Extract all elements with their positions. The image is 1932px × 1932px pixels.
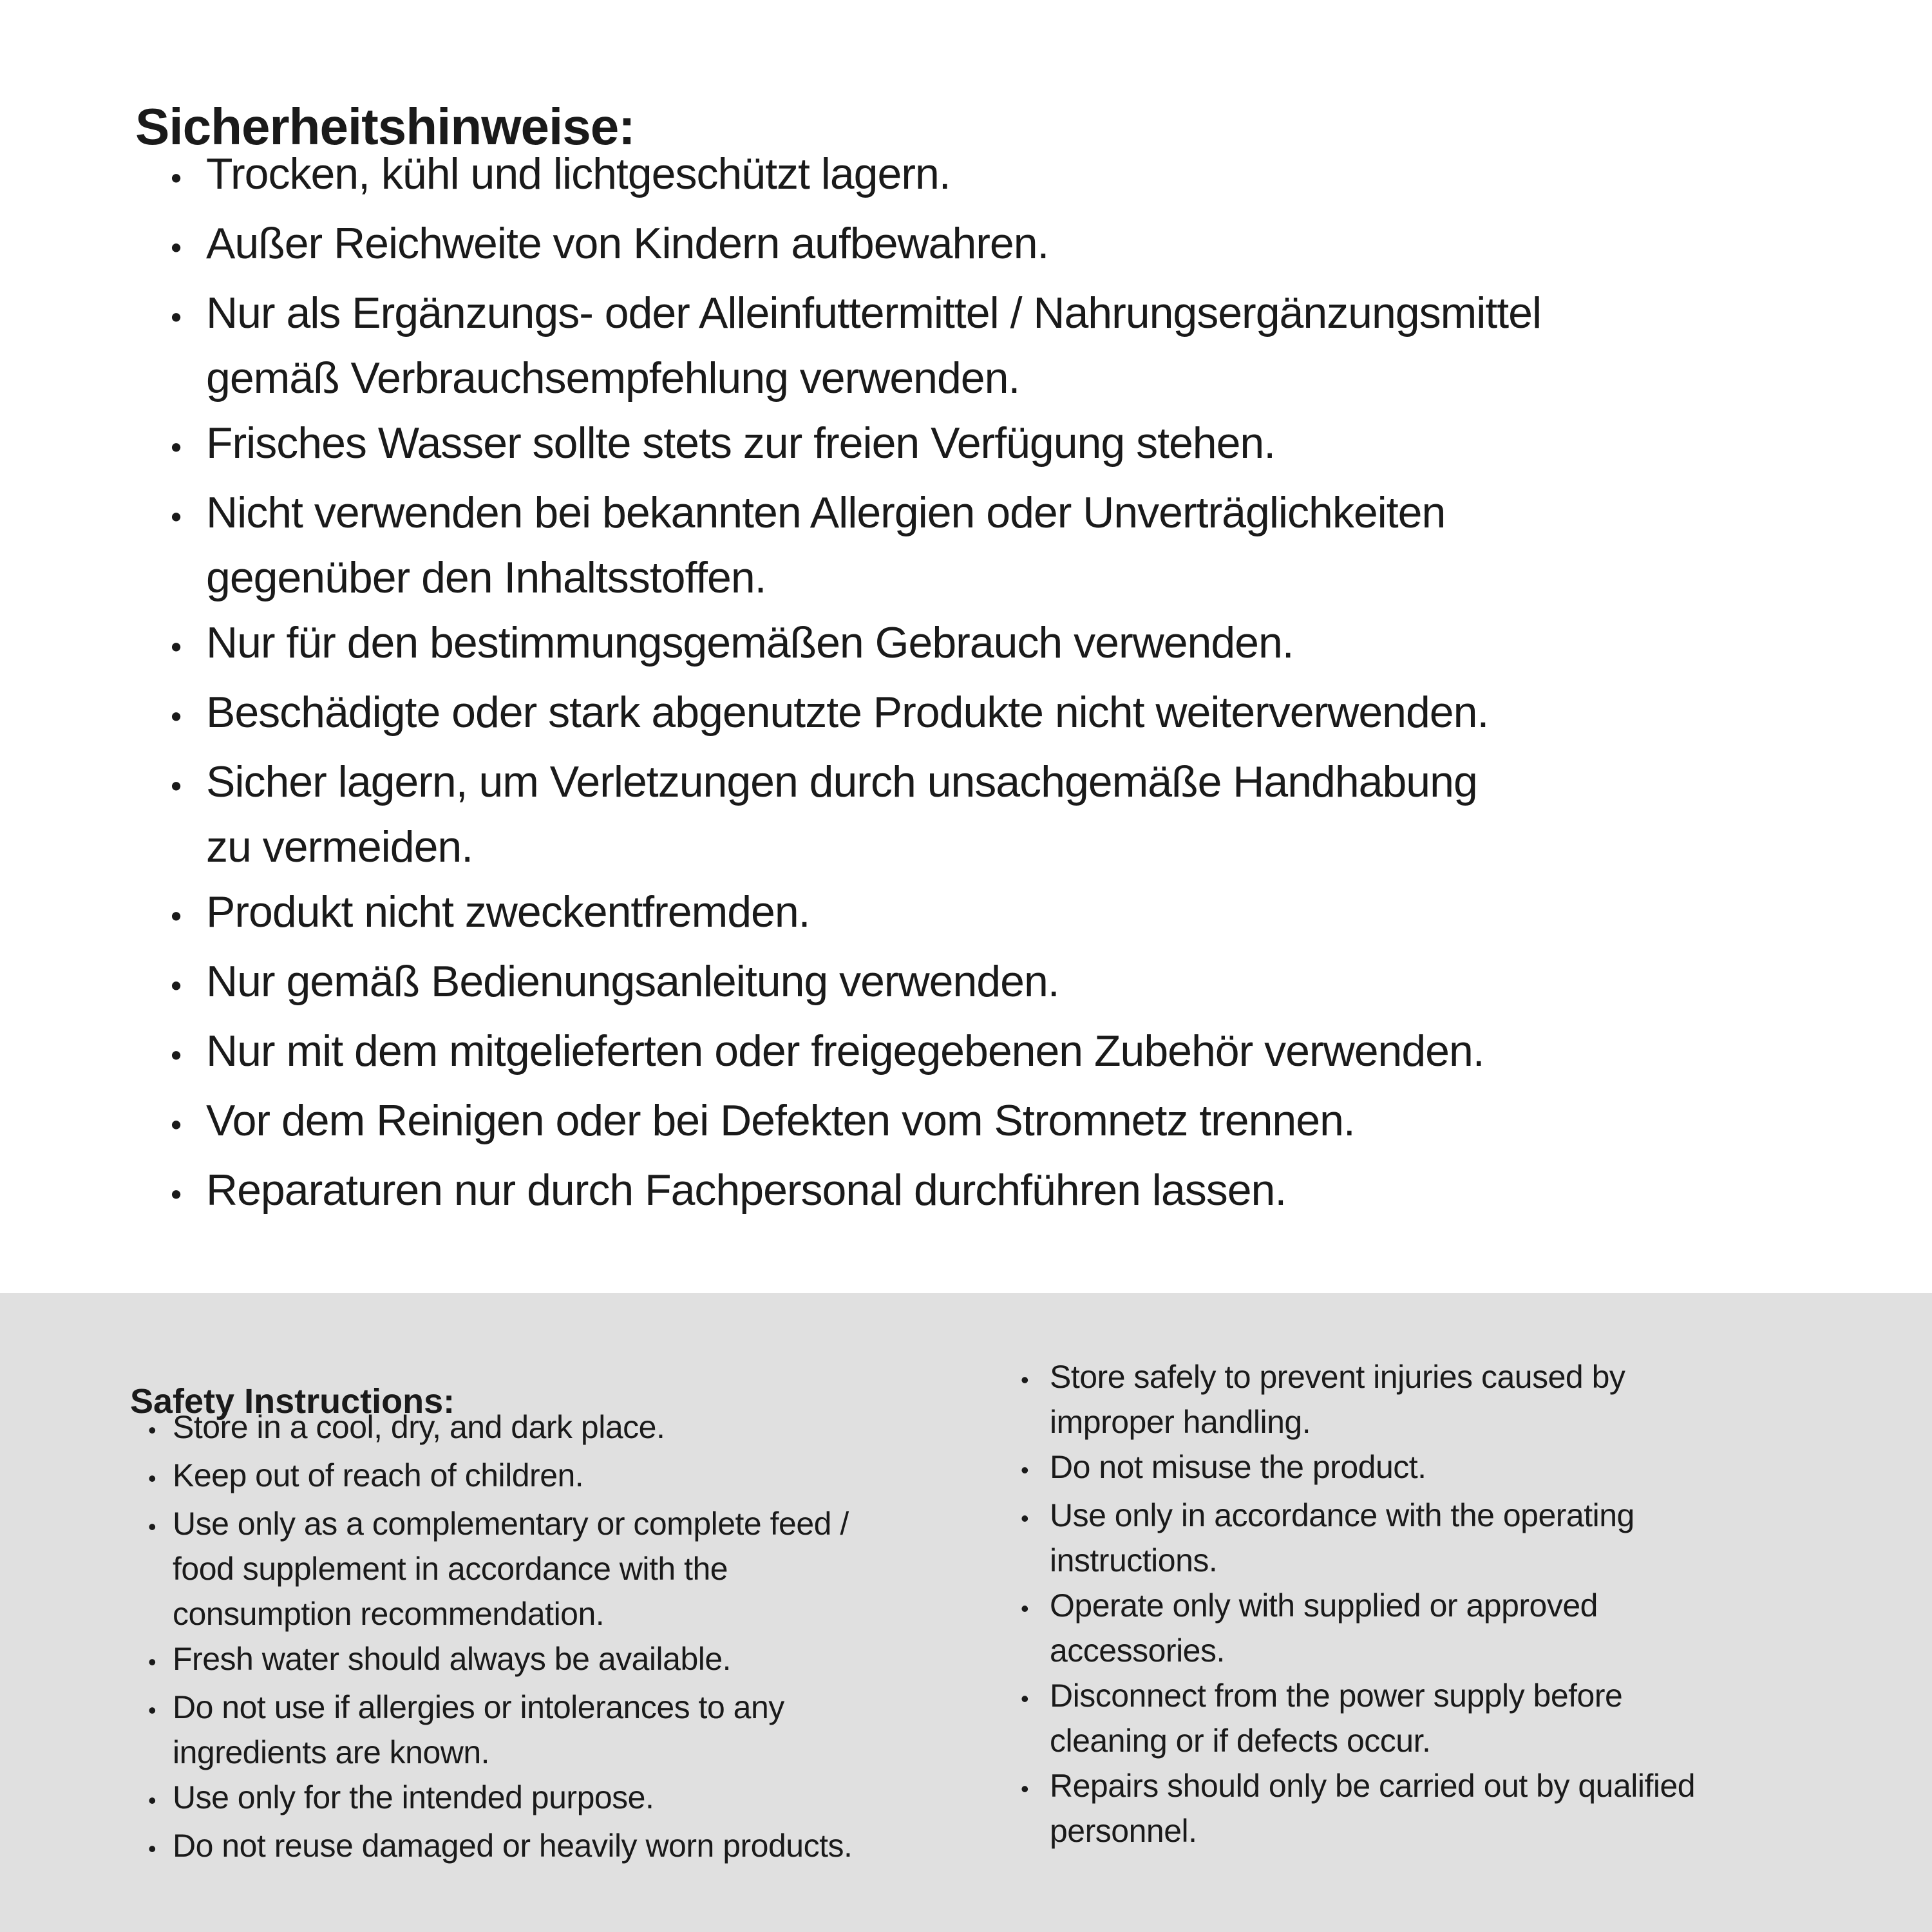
english-safety-list-left — [148, 1405, 852, 1871]
list-item — [171, 949, 1541, 1019]
text-line: improper handling. — [1050, 1404, 1311, 1440]
list-item-text — [206, 281, 1541, 411]
list-item — [148, 1775, 852, 1823]
text-line: Operate only with supplied or approved — [1050, 1587, 1598, 1624]
bullet-icon: • — [171, 1108, 182, 1142]
text-line: Nicht verwenden bei bekannten Allergien oder Unverträglichkeiten — [206, 488, 1446, 537]
text-line: Sicher lagern, um Verletzungen durch unsachgemäße Handhabung — [206, 757, 1477, 806]
bullet-icon: • — [171, 1177, 182, 1212]
list-item-text — [206, 480, 1445, 611]
text-line: Disconnect from the power supply before — [1050, 1678, 1623, 1714]
text-line: Store in a cool, dry, and dark place. — [173, 1409, 665, 1445]
list-item — [171, 750, 1541, 880]
list-item — [171, 611, 1541, 680]
bullet-icon: • — [1021, 1595, 1029, 1622]
bullet-icon: • — [148, 1835, 156, 1862]
bullet-icon: • — [171, 430, 182, 465]
text-line: gemäß Verbrauchsempfehlung verwenden. — [206, 354, 1020, 402]
list-item-text — [1050, 1763, 1695, 1853]
list-item — [171, 1088, 1541, 1158]
bullet-icon: • — [1021, 1505, 1029, 1531]
text-line: Nur für den bestimmungsgemäßen Gebrauch verwenden. — [206, 618, 1294, 667]
list-item — [171, 880, 1541, 949]
bullet-icon: • — [148, 1513, 156, 1540]
list-item-text — [206, 750, 1477, 880]
list-item-text — [1050, 1354, 1625, 1444]
list-item-text — [1050, 1493, 1634, 1583]
bullet-icon: • — [1021, 1776, 1029, 1802]
text-line: Nur mit dem mitgelieferten oder freigegebenen Zubehör verwenden. — [206, 1027, 1484, 1075]
bullet-icon: • — [1021, 1367, 1029, 1393]
text-line: Use only in accordance with the operating — [1050, 1497, 1634, 1533]
text-line: Use only as a complementary or complete feed / — [173, 1506, 849, 1542]
list-item-text — [173, 1775, 654, 1820]
list-item — [171, 142, 1541, 211]
list-item-text — [206, 949, 1059, 1014]
text-line: Do not use if allergies or intolerances to any — [173, 1689, 784, 1725]
bullet-icon: • — [1021, 1685, 1029, 1712]
list-item-text — [206, 1019, 1484, 1084]
list-item — [148, 1636, 852, 1685]
text-line: Repairs should only be carried out by qualified — [1050, 1768, 1696, 1804]
list-item — [171, 680, 1541, 750]
list-item — [171, 480, 1541, 611]
german-title: Sicherheitshinweise: — [135, 97, 635, 155]
text-line: Use only for the intended purpose. — [173, 1779, 654, 1815]
text-line: Keep out of reach of children. — [173, 1457, 584, 1493]
text-line: Do not misuse the product. — [1050, 1449, 1426, 1485]
bullet-icon: • — [148, 1417, 156, 1443]
list-item-text — [206, 142, 951, 207]
list-item — [171, 281, 1541, 411]
list-item-text — [206, 611, 1294, 676]
bullet-icon: • — [148, 1697, 156, 1723]
list-item — [148, 1823, 852, 1871]
text-line: cleaning or if defects occur. — [1050, 1723, 1431, 1759]
bullet-icon: • — [171, 699, 182, 734]
english-title: Safety Instructions: — [130, 1381, 455, 1421]
bullet-icon: • — [171, 769, 182, 804]
text-line: Fresh water should always be available. — [173, 1641, 732, 1677]
text-line: Trocken, kühl und lichtgeschützt lagern. — [206, 149, 951, 198]
bullet-icon: • — [148, 1649, 156, 1675]
list-item — [148, 1405, 852, 1453]
bullet-icon: • — [171, 231, 182, 265]
list-item — [171, 1019, 1541, 1088]
list-item — [148, 1685, 852, 1775]
list-item-text — [1050, 1583, 1598, 1673]
list-item-text — [1050, 1444, 1426, 1490]
bullet-icon: • — [171, 969, 182, 1003]
text-line: ingredients are known. — [173, 1734, 490, 1770]
bullet-icon: • — [171, 500, 182, 535]
list-item-text — [173, 1453, 583, 1498]
list-item-text — [173, 1823, 852, 1868]
list-item — [1021, 1444, 1695, 1493]
list-item — [148, 1453, 852, 1501]
text-line: Do not reuse damaged or heavily worn products. — [173, 1828, 853, 1864]
text-line: consumption recommendation. — [173, 1596, 605, 1632]
text-line: gegenüber den Inhaltsstoffen. — [206, 553, 766, 602]
list-item — [148, 1501, 852, 1636]
english-safety-list-right — [1021, 1354, 1695, 1853]
list-item-text — [173, 1501, 849, 1636]
text-line: Beschädigte oder stark abgenutzte Produkte nicht weiterverwenden. — [206, 688, 1489, 737]
list-item — [171, 211, 1541, 281]
list-item-text — [206, 680, 1488, 745]
list-item — [1021, 1583, 1695, 1673]
text-line: Produkt nicht zweckentfremden. — [206, 887, 810, 936]
list-item — [171, 411, 1541, 480]
list-item — [1021, 1763, 1695, 1853]
list-item-text — [1050, 1673, 1622, 1763]
bullet-icon: • — [171, 300, 182, 335]
text-line: food supplement in accordance with the — [173, 1551, 728, 1587]
bullet-icon: • — [171, 1038, 182, 1073]
list-item-text — [173, 1405, 665, 1450]
bullet-icon: • — [148, 1787, 156, 1814]
bullet-icon: • — [1021, 1457, 1029, 1483]
list-item-text — [206, 1158, 1286, 1223]
text-line: Vor dem Reinigen oder bei Defekten vom Stromnetz trennen. — [206, 1096, 1355, 1145]
list-item-text — [173, 1685, 784, 1775]
list-item-text — [206, 1088, 1355, 1153]
list-item — [171, 1158, 1541, 1227]
text-line: accessories. — [1050, 1633, 1225, 1669]
list-item — [1021, 1673, 1695, 1763]
bullet-icon: • — [148, 1465, 156, 1492]
text-line: Außer Reichweite von Kindern aufbewahren. — [206, 219, 1049, 268]
bullet-icon: • — [171, 161, 182, 196]
list-item-text — [206, 411, 1275, 476]
list-item-text — [206, 211, 1048, 276]
list-item — [1021, 1493, 1695, 1583]
text-line: instructions. — [1050, 1542, 1218, 1578]
text-line: Nur gemäß Bedienungsanleitung verwenden. — [206, 957, 1059, 1006]
text-line: Frisches Wasser sollte stets zur freien Verfügung stehen. — [206, 419, 1276, 468]
german-safety-list — [171, 142, 1541, 1227]
bullet-icon: • — [171, 899, 182, 934]
list-item-text — [206, 880, 810, 945]
list-item-text — [173, 1636, 731, 1681]
text-line: Reparaturen nur durch Fachpersonal durchführen lassen. — [206, 1166, 1287, 1215]
list-item — [1021, 1354, 1695, 1444]
bullet-icon: • — [171, 630, 182, 665]
text-line: personnel. — [1050, 1813, 1197, 1849]
text-line: zu vermeiden. — [206, 822, 473, 871]
text-line: Nur als Ergänzungs- oder Alleinfuttermittel / Nahrungsergänzungsmittel — [206, 289, 1542, 337]
text-line: Store safely to prevent injuries caused by — [1050, 1359, 1625, 1395]
